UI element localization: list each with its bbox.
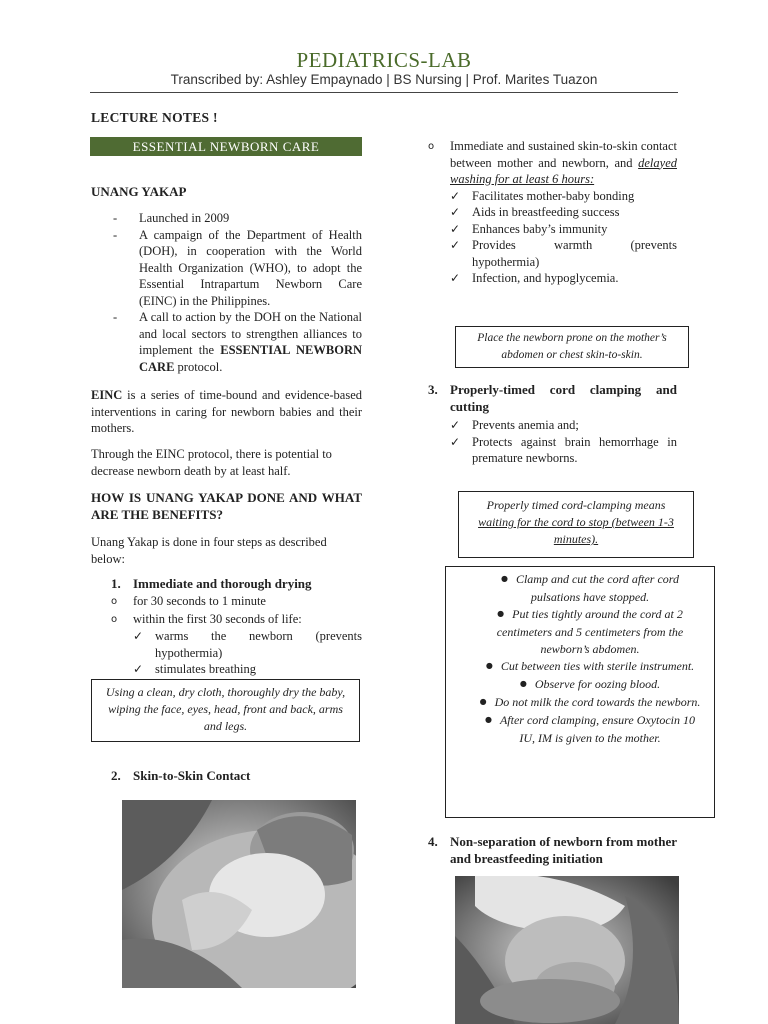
steps-intro: Unang Yakap is done in four steps as described below: bbox=[91, 535, 327, 566]
check-icon: ✓ bbox=[133, 662, 144, 676]
skin-contact-details bbox=[428, 138, 677, 287]
list-item: ✓ stimulates breathing bbox=[133, 662, 257, 676]
list-item: o within the first 30 seconds of life: bbox=[111, 611, 302, 626]
skin-to-skin-photo bbox=[122, 800, 356, 988]
check-icon: ✓ bbox=[450, 271, 461, 285]
unang-yakap-list bbox=[91, 210, 362, 375]
bullet-icon: ● bbox=[519, 679, 527, 688]
check-icon: ✓ bbox=[450, 205, 461, 219]
bullet-icon: ● bbox=[500, 574, 508, 583]
section-banner: ESSENTIAL NEWBORN CARE bbox=[90, 137, 362, 156]
drying-note-box: Using a clean, dry cloth, thoroughly dry the baby, wiping the face, eyes, head, front and back, arms and legs. bbox=[91, 679, 360, 742]
step-3-checks bbox=[450, 417, 677, 467]
list-item: ✓ Prevents anemia and; bbox=[450, 418, 579, 432]
list-item: ✓ Protects against brain hemorrhage in premature newborns. bbox=[450, 434, 677, 465]
page-subtitle: Transcribed by: Ashley Empaynado | BS Nursing | Prof. Marites Tuazon bbox=[170, 72, 598, 87]
list-item: - A campaign of the Department of Health (DOH), in cooperation with the World Health Organization (WHO), to adopt the Essential Intrapartum Newborn Care (EINC) in the Philippines. bbox=[113, 227, 362, 308]
list-item: ● Clamp and cut the cord after cord pulsations have stopped. bbox=[500, 572, 680, 604]
check-icon: ✓ bbox=[450, 418, 461, 432]
bullet-icon: ● bbox=[479, 697, 487, 706]
einc-protocol-text: Through the EINC protocol, there is potential to decrease newborn death by at least half. bbox=[91, 447, 332, 478]
lecture-notes-label: LECTURE NOTES ! bbox=[91, 110, 218, 125]
einc-definition: EINC is a series of time-bound and evidence-based interventions in caring for newborn babies and their mothers. bbox=[91, 388, 362, 435]
step-1-details bbox=[111, 593, 362, 678]
check-icon: ✓ bbox=[450, 238, 461, 252]
list-item: - A call to action by the DOH on the National and local sectors to strengthen alliances to implement the ESSENTIAL NEWBORN CARE protocol. bbox=[113, 310, 362, 374]
cord-instructions-box bbox=[445, 566, 715, 818]
header-rule bbox=[90, 92, 678, 93]
step-4-heading: 4. Non-separation of newborn from mother and breastfeeding initiation bbox=[428, 834, 677, 866]
timed-clamping-box: Properly timed cord-clamping means waiting for the cord to stop (between 1-3 minutes). bbox=[458, 491, 694, 558]
list-item: ● Observe for oozing blood. bbox=[519, 677, 661, 691]
prone-note-box: Place the newborn prone on the mother’s abdomen or chest skin-to-skin. bbox=[455, 326, 689, 368]
list-item: ✓ Infection, and hypoglycemia. bbox=[450, 271, 619, 285]
list-item: ● After cord clamping, ensure Oxytocin 10 IU, IM is given to the mother. bbox=[484, 713, 696, 745]
list-item: ✓ Provides warmth (prevents hypothermia) bbox=[450, 238, 677, 269]
step-3-heading: 3. Properly-timed cord clamping and cutting bbox=[428, 382, 677, 414]
list-item: ✓ warms the newborn (prevents hypothermia) bbox=[133, 629, 362, 660]
check-icon: ✓ bbox=[450, 434, 461, 449]
check-icon: ✓ bbox=[133, 629, 144, 643]
unang-yakap-heading: UNANG YAKAP bbox=[91, 184, 187, 199]
check-icon: ✓ bbox=[450, 188, 461, 203]
list-item: ● Put ties tightly around the cord at 2 centimeters and 5 centimeters from the newborn’s abdomen. bbox=[496, 607, 684, 656]
list-item: o for 30 seconds to 1 minute bbox=[111, 594, 266, 608]
check-icon: ✓ bbox=[450, 221, 461, 236]
how-heading: HOW IS UNANG YAKAP DONE AND WHAT ARE THE BENEFITS? bbox=[91, 490, 362, 522]
list-item: ✓ Enhances baby’s immunity bbox=[450, 221, 608, 236]
list-item: - Launched in 2009 bbox=[113, 211, 230, 225]
bullet-icon: ● bbox=[497, 609, 505, 618]
bullet-icon: ● bbox=[485, 661, 493, 670]
page-title: PEDIATRICS-LAB bbox=[296, 48, 472, 72]
list-item: ● Do not milk the cord towards the newborn. bbox=[479, 695, 701, 709]
list-item: ✓ Facilitates mother-baby bonding bbox=[450, 188, 635, 203]
list-item: ● Cut between ties with sterile instrument. bbox=[485, 659, 695, 673]
list-item: ✓ Aids in breastfeeding success bbox=[450, 205, 620, 219]
step-1-heading: 1. Immediate and thorough drying bbox=[111, 576, 312, 591]
breastfeeding-photo bbox=[455, 876, 679, 1024]
step-2-heading: 2. Skin-to-Skin Contact bbox=[111, 768, 251, 783]
list-item: o Immediate and sustained skin-to-skin contact between mother and newborn, and delayed washing for at least 6 hours: bbox=[428, 139, 677, 186]
bullet-icon: ● bbox=[484, 715, 492, 724]
